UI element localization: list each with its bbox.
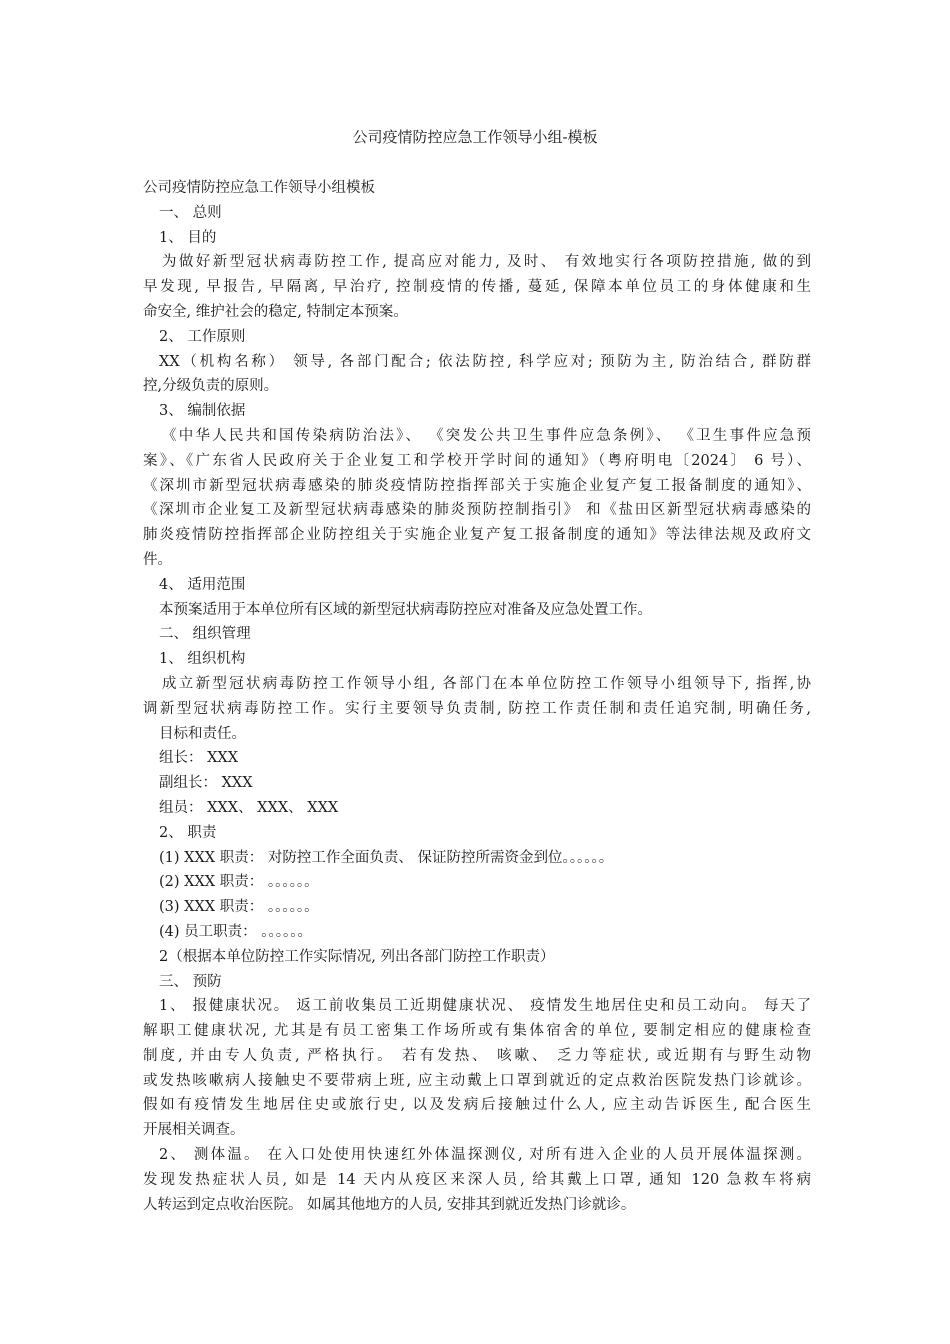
text-line: 为做好新型冠状病毒防控工作, 提高应对能力, 及时、 有效地实行各项防控措施, 做的到 (162, 254, 811, 271)
text-line: 2、 测体温。 在入口处使用快速红外体温探测仪, 对所有进入企业的人员开展体温探测。 (159, 1147, 811, 1164)
text-line: 假如有疫情发生地居住史或旅行史, 以及发病后接触过什么人, 应主动告诉医生, 配合医生 (143, 1097, 811, 1114)
text-line: 命安全, 维护社会的稳定, 特制定本预案。 (143, 303, 408, 320)
text-line: 《深圳市新型冠状病毒感染的肺炎疫情防控指挥部关于实施企业复产复工报备制度的通知》、 (143, 477, 811, 494)
text-line: (1) XXX 职责： 对防控工作全面负责、 保证防控所需资金到位。。。。。。 (159, 849, 614, 866)
text-line: 调新型冠状病毒防控工作。实行主要领导负责制, 防控工作责任制和责任追究制, 明确任务, (143, 700, 811, 717)
text-line: 件。 (143, 551, 172, 568)
text-line: 解职工健康状况, 尤其是有员工密集工作场所或有集体宿舍的单位, 要制定相应的健康检查 (143, 1023, 811, 1040)
text-line: 1、 组织机构 (159, 651, 246, 668)
text-line: (2) XXX 职责： 。。。。。。 (159, 874, 319, 891)
text-line: 2、 工作原则 (159, 328, 246, 345)
text-line: 开展相关调查。 (143, 1122, 245, 1139)
text-line: 《深圳市企业复工及新型冠状病毒感染的肺炎预防控制指引》 和《盐田区新型冠状病毒感染的 (143, 502, 811, 519)
text-line: 2、 职责 (159, 824, 217, 841)
text-line: 制度, 并由专人负责, 严格执行。 若有发热、 咳嗽、 乏力等症状, 或近期有与野生动物 (143, 1047, 811, 1064)
text-line: 4、 适用范围 (159, 576, 246, 593)
text-line: 二、 组织管理 (159, 626, 251, 643)
text-line: 人转运到定点收治医院。 如属其他地方的人员, 安排其到就近发热门诊就诊。 (143, 1196, 636, 1213)
text-line: 公司疫情防控应急工作领导小组模板 (143, 180, 375, 196)
text-line: 1、 报健康状况。 返工前收集员工近期健康状况、 疫情发生地居住史和员工动向。 每天了 (159, 998, 811, 1015)
text-line: 或发热咳嗽病人接触史不要带病上班, 应主动戴上口罩到就近的定点救治医院发热门诊就诊。 (143, 1072, 811, 1089)
text-line: 一、 总则 (159, 204, 222, 221)
text-line: 案》、《广东省人民政府关于企业复工和学校开学时间的通知》（粤府明电〔2024〕 6 号）、 (143, 452, 811, 469)
document-body (143, 176, 811, 1217)
text-line: 1、 目的 (159, 229, 217, 246)
text-line: (4) 员工职责： 。。。。。。 (159, 923, 313, 940)
text-line: 早发现, 早报告, 早隔离, 早治疗, 控制疫情的传播, 蔓延, 保障本单位员工的身体健康和生 (143, 279, 811, 296)
text-line: 2（根据本单位防控工作实际情况, 列出各部门防控工作职责） (159, 948, 555, 965)
text-line: 组长： XXX (159, 750, 239, 767)
text-line: 《中华人民共和国传染病防治法》、 《突发公共卫生事件应急条例》、 《卫生事件应急预 (162, 427, 811, 444)
text-line: 发现发热症状人员, 如是 14 天内从疫区来深人员, 给其戴上口罩, 通知 120 急救车将病 (143, 1171, 811, 1188)
text-line: 肺炎疫情防控指挥部企业防控组关于实施企业复产复工报备制度的通知》等法律法规及政府文 (143, 527, 811, 544)
text-line: XX（机构名称） 领导, 各部门配合; 依法防控, 科学应对; 预防为主, 防治结合, 群防群 (159, 353, 811, 370)
text-line: 控,分级负责的原则。 (143, 378, 279, 395)
text-line: 组员： XXX、 XXX、 XXX (159, 799, 339, 816)
text-line: 3、 编制依据 (159, 403, 246, 420)
text-line: 成立新型冠状病毒防控工作领导小组, 各部门在本单位防控工作领导小组领导下, 指挥,协 (162, 675, 811, 692)
document-title: 公司疫情防控应急工作领导小组-模板 (352, 128, 598, 146)
text-line: (3) XXX 职责： 。。。。。。 (159, 899, 319, 916)
text-line: 三、 预防 (159, 973, 222, 990)
text-line: 副组长： XXX (159, 775, 253, 792)
text-line: 目标和责任。 (159, 725, 246, 742)
text-line: 本预案适用于本单位所有区域的新型冠状病毒防控应对准备及应急处置工作。 (159, 601, 652, 618)
